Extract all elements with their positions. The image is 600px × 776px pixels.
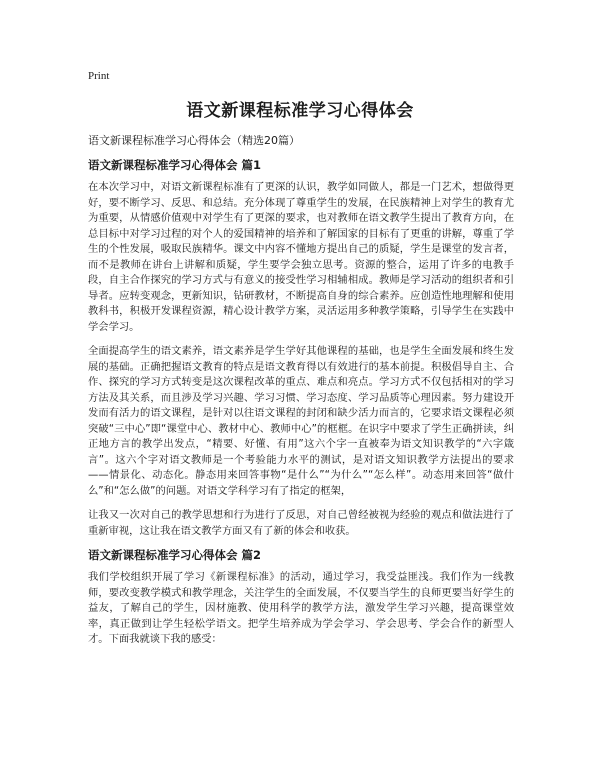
paragraph: 我们学校组织开展了学习《新课程标准》的活动，通过学习，我受益匪浅。我们作为一线教师，要改变教学模式和教学理念，关注学生的全面发展，不仅要当学生的良师更要当好学生的益友，了解自己的学生，因材施教、使用科学的教学方法，激发学生学习兴趣，提高课堂效率，真正做到让学生轻松学语文。把学生培养成为学会学习、学会思考、学会合作的新型人才。下面我就谈下我的感受： bbox=[88, 571, 514, 645]
article-body bbox=[88, 134, 514, 657]
section-heading-2: 语文新课程标准学习心得体会 篇2 bbox=[88, 548, 262, 562]
article-subtitle: 语文新课程标准学习心得体会（精选20篇） bbox=[88, 134, 300, 147]
section-heading-1: 语文新课程标准学习心得体会 篇1 bbox=[88, 158, 262, 172]
print-link[interactable]: Print bbox=[88, 70, 110, 82]
paragraph: 全面提高学生的语文素养，语文素养是学生学好其他课程的基础，也是学生全面发展和终生发展的基础。正确把握语文教育的特点是语文教育得以有效进行的基本前提。积极倡导自主、合作、探究的学习方式转变是这次课程改革的重点、难点和亮点。学习方式不仅包括相对的学习方法及其关系，而且涉及学习兴趣、学习习惯、学习态度、学习品质等心理因素。努力建设开发而有活力的语文课程，是针对以往语文课程的封闭和缺少活力而言的，它要求语文课程必须突破“三中心”即“课堂中心、教材中心、教师中心”的框框。在识字中要求了学生正确拼读，纠正地方言的教学出发点，“精要、好懂、有用”这六个字一直被奉为语文知识教学的“六字箴言”。这六个字对语文教师是一个考验能力水平的测试，是对语文知识教学方法提出的要求——情景化、动态化。静态用来回答事物“是什么”“为什么”“怎么样”。动态用来回答“做什么”和“怎么做”的问题。对语文学科学习有了指定的框架， bbox=[88, 345, 514, 497]
paragraph: 在本次学习中，对语文新课程标准有了更深的认识，教学如同做人，都是一门艺术，想做得更好，要不断学习、反思、和总结。充分体现了尊重学生的发展，在民族精神上对学生的教育尤为重要，从情感价值观中对学生有了更深的要求，也对教师在语文教学生提出了教育方向，在总目标中对学习过程的对个人的爱国精神的培养和了解国家的目标有了更重的讲解，尊重了学生的个性发展，吸取民族精华。课文中内容不懂地方提出自己的质疑，学生是课堂的发言者，而不是教师在讲台上讲解和质疑，学生要学会独立思考。资源的整合，运用了许多的电教手段，自主合作探究的学习方式与有意义的接受性学习相辅相成。教师是学习活动的组织者和引导者。应转变观念，更新知识，钻研教材，不断提高自身的综合素养。应创造性地理解和使用教科书，积极开发课程资源，精心设计教学方案，灵活运用多种教学策略，引导学生在实践中学会学习。 bbox=[88, 181, 514, 333]
paragraph: 让我又一次对自己的教学思想和行为进行了反思，对自己曾经被视为经验的观点和做法进行了重新审视，这让我在语文教学方面又有了新的体会和收获。 bbox=[88, 509, 514, 537]
page-title: 语文新课程标准学习心得体会 bbox=[186, 101, 414, 121]
